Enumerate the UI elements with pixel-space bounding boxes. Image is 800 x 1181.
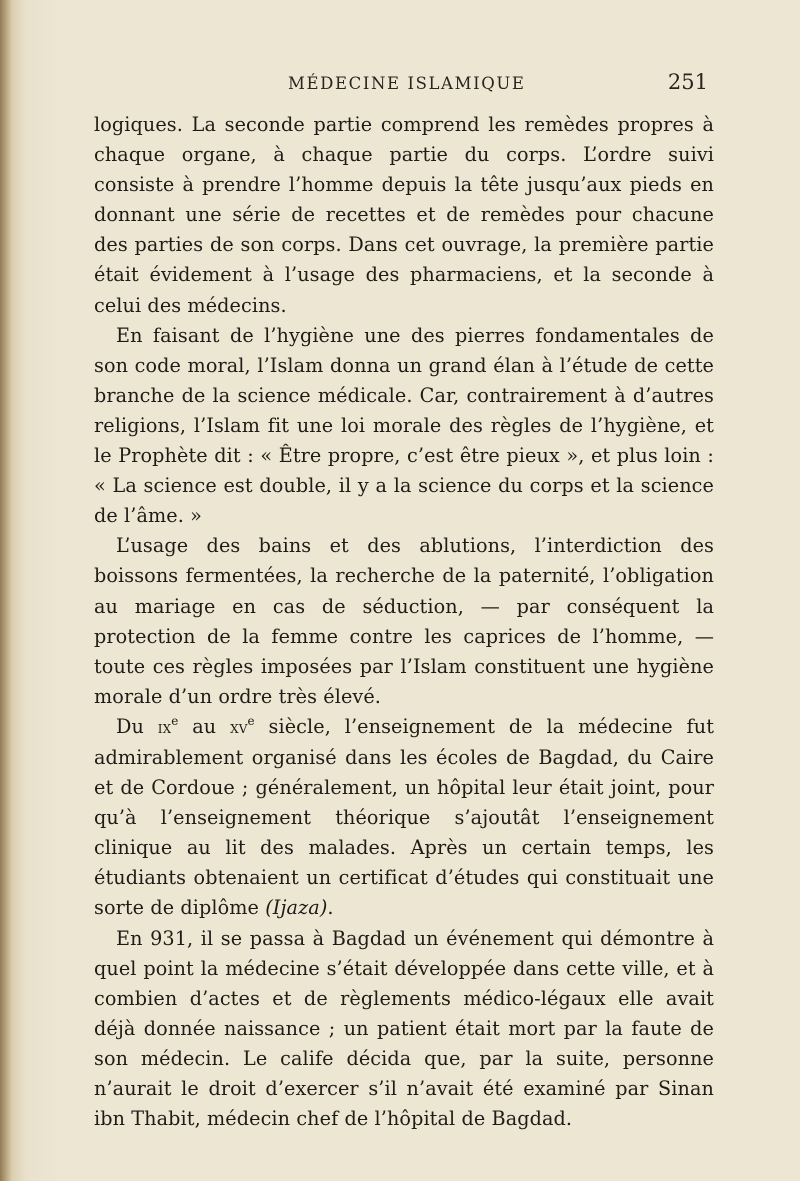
paragraph-2: En faisant de l’hygiène une des pierres fondamentales de son code moral, l’Islam donna un grand élan à l’étude de cette branche de la science médicale. Car, contrairement à d’autres religions, l’Islam fit une loi morale des règles de l’hygiène, et le Prophète dit : « Être propre, c’est être pieux », et plus loin : « La science est double, il y a la science du corps et la science de l’âme. » xyxy=(94,323,714,528)
page-binding-edge xyxy=(0,0,12,1181)
p4-end: . xyxy=(327,896,334,920)
page-number: 251 xyxy=(667,70,708,94)
paragraph-1: logiques. La seconde partie comprend les remèdes propres à chaque organe, à chaque partie du corps. L’ordre suivi consiste à prendre l’homme depuis la tête jusqu’aux pieds en donnant une série de recettes et de remèdes pour chacune des parties de son corps. Dans cet ouvrage, la première partie était évidement à l’usage des pharmaciens, et la seconde à celui des médecins. xyxy=(94,113,714,317)
century-end: xv xyxy=(230,717,248,738)
century-start: ix xyxy=(157,717,172,738)
running-title: MÉDECINE ISLAMIQUE xyxy=(288,74,526,93)
century-start-suffix: e xyxy=(171,713,179,728)
p4-text: siècle, l’enseignement de la médecine fut admirablement organisé dans les écoles de Bagdad, du Caire et de Cordoue ; généralement, un hôpital leur était joint, pour qu’à l’enseignement théorique s’ajoutât l’enseignement clinique au lit des malades. Après un certain temps, les étudiants obtenaient un certificat d’études qui constituait une sorte de diplôme xyxy=(94,714,715,920)
p4-word-du: Du xyxy=(116,714,144,738)
paragraph-4 xyxy=(94,712,714,924)
paragraph-3: L’usage des bains et des ablutions, l’interdiction des boissons fermentées, la recherche de la paternité, l’obligation au mariage en cas de séduction, — par conséquent la protection de la femme contre les caprices de l’homme, — toute ces règles imposées par l’Islam constituent une hygiène morale d’un ordre très élevé. xyxy=(94,534,714,708)
p4-word-au: au xyxy=(192,714,217,738)
page-header xyxy=(94,70,714,100)
body-text xyxy=(94,110,714,1134)
paragraph-5: En 931, il se passa à Bagdad un événement qui démontre à quel point la médecine s’était développée dans cette ville, et à combien d’actes et de règlements médico-légaux elle avait déjà donnée naissance ; un patient était mort par la faute de son médecin. Le calife décida que, par la suite, personne n’aurait le droit d’exercer s’il n’avait été examiné par Sinan ibn Thabit, médecin chef de l’hôpital de Bagdad. xyxy=(94,926,714,1131)
ijaza-term: (Ijaza) xyxy=(265,896,328,920)
century-end-suffix: e xyxy=(247,713,255,728)
